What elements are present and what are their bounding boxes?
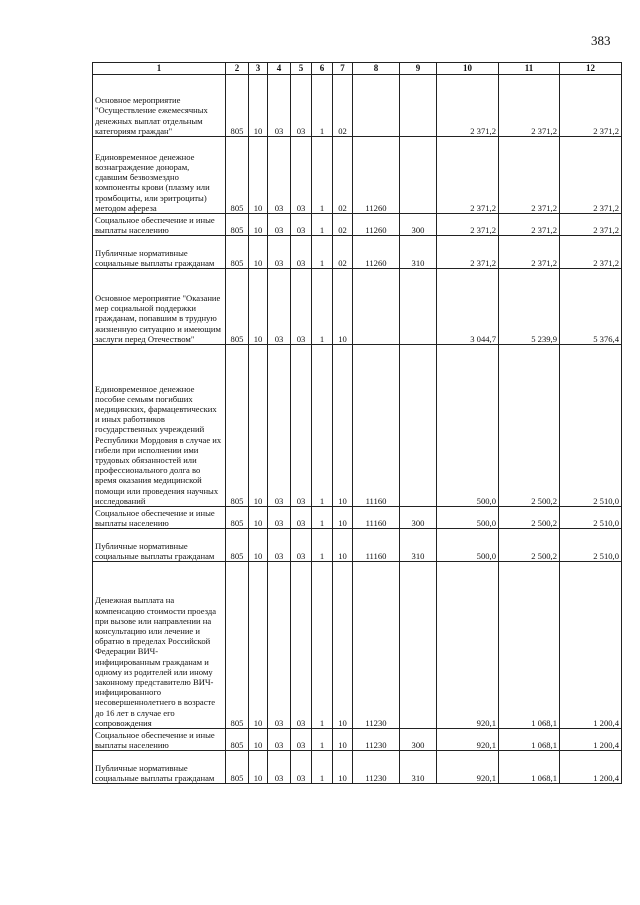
cell-main-event: 02 — [333, 137, 353, 214]
column-header: 4 — [268, 63, 291, 75]
cell-main-event: 10 — [333, 345, 353, 507]
row-name: Публичные нормативные социальные выплаты гражданам — [93, 751, 226, 784]
cell-subprogram: 1 — [312, 75, 333, 137]
cell-direction: 11160 — [353, 345, 400, 507]
cell-direction — [353, 269, 400, 345]
column-header: 3 — [249, 63, 268, 75]
cell-amount-1: 500,0 — [437, 529, 499, 562]
cell-section: 10 — [249, 214, 268, 236]
cell-program: 03 — [291, 137, 312, 214]
row-name: Публичные нормативные социальные выплаты гражданам — [93, 236, 226, 269]
column-header: 1 — [93, 63, 226, 75]
cell-main-event: 02 — [333, 75, 353, 137]
cell-amount-2: 2 371,2 — [499, 75, 560, 137]
table-row — [93, 729, 622, 751]
cell-amount-3: 2 371,2 — [560, 137, 622, 214]
cell-section: 10 — [249, 345, 268, 507]
cell-amount-2: 1 068,1 — [499, 751, 560, 784]
cell-expense-type — [400, 269, 437, 345]
cell-amount-1: 920,1 — [437, 729, 499, 751]
cell-admin-code: 805 — [226, 269, 249, 345]
cell-amount-3: 2 371,2 — [560, 75, 622, 137]
row-name: Основное мероприятие "Осуществление ежемесячных денежных выплат отдельным категориям граждан" — [93, 75, 226, 137]
cell-amount-2: 1 068,1 — [499, 729, 560, 751]
cell-amount-3: 2 510,0 — [560, 345, 622, 507]
cell-direction: 11230 — [353, 729, 400, 751]
cell-main-event: 10 — [333, 751, 353, 784]
cell-program: 03 — [291, 236, 312, 269]
cell-program: 03 — [291, 269, 312, 345]
cell-subprogram: 1 — [312, 729, 333, 751]
page-number: 383 — [591, 33, 611, 48]
column-header: 8 — [353, 63, 400, 75]
column-header: 6 — [312, 63, 333, 75]
table-row — [93, 529, 622, 562]
column-header: 7 — [333, 63, 353, 75]
table-row — [93, 236, 622, 269]
cell-amount-1: 500,0 — [437, 345, 499, 507]
cell-amount-2: 2 371,2 — [499, 214, 560, 236]
cell-section: 10 — [249, 562, 268, 729]
cell-expense-type: 300 — [400, 729, 437, 751]
cell-subsection: 03 — [268, 345, 291, 507]
row-name: Социальное обеспечение и иные выплаты населению — [93, 507, 226, 529]
cell-subsection: 03 — [268, 751, 291, 784]
cell-subprogram: 1 — [312, 751, 333, 784]
cell-main-event: 10 — [333, 507, 353, 529]
column-header: 9 — [400, 63, 437, 75]
cell-subsection: 03 — [268, 507, 291, 529]
cell-direction: 11160 — [353, 529, 400, 562]
table-row — [93, 137, 622, 214]
cell-admin-code: 805 — [226, 729, 249, 751]
cell-admin-code: 805 — [226, 214, 249, 236]
table-row — [93, 562, 622, 729]
cell-subprogram: 1 — [312, 236, 333, 269]
cell-amount-3: 1 200,4 — [560, 562, 622, 729]
row-name: Денежная выплата на компенсацию стоимости проезда при вызове или направлении на консультацию или лечение и обратно в пределах Российской Федерации ВИЧ-инфицированным гражданам и одному из родителей или иному законному представителю ВИЧ-инфицированного несовершеннолетнего в возрасте до 16 лет в случае его сопровождения — [93, 562, 226, 729]
cell-section: 10 — [249, 137, 268, 214]
cell-admin-code: 805 — [226, 75, 249, 137]
cell-admin-code: 805 — [226, 137, 249, 214]
cell-program: 03 — [291, 345, 312, 507]
header-row — [93, 63, 622, 75]
cell-amount-1: 2 371,2 — [437, 214, 499, 236]
cell-direction: 11160 — [353, 507, 400, 529]
table-row — [93, 75, 622, 137]
cell-amount-3: 2 510,0 — [560, 507, 622, 529]
cell-section: 10 — [249, 751, 268, 784]
cell-amount-3: 1 200,4 — [560, 729, 622, 751]
cell-section: 10 — [249, 269, 268, 345]
column-header: 2 — [226, 63, 249, 75]
cell-amount-2: 1 068,1 — [499, 562, 560, 729]
cell-admin-code: 805 — [226, 529, 249, 562]
cell-amount-1: 920,1 — [437, 751, 499, 784]
cell-amount-1: 2 371,2 — [437, 137, 499, 214]
cell-direction: 11230 — [353, 562, 400, 729]
cell-amount-3: 2 510,0 — [560, 529, 622, 562]
cell-expense-type — [400, 137, 437, 214]
cell-program: 03 — [291, 729, 312, 751]
cell-amount-1: 3 044,7 — [437, 269, 499, 345]
budget-table — [92, 62, 622, 784]
cell-main-event: 10 — [333, 269, 353, 345]
cell-admin-code: 805 — [226, 236, 249, 269]
cell-subsection: 03 — [268, 75, 291, 137]
cell-admin-code: 805 — [226, 562, 249, 729]
cell-subsection: 03 — [268, 562, 291, 729]
cell-amount-2: 2 500,2 — [499, 345, 560, 507]
cell-main-event: 10 — [333, 729, 353, 751]
column-header: 5 — [291, 63, 312, 75]
cell-main-event: 10 — [333, 562, 353, 729]
table-row — [93, 507, 622, 529]
cell-subprogram: 1 — [312, 345, 333, 507]
cell-amount-3: 2 371,2 — [560, 214, 622, 236]
cell-amount-3: 2 371,2 — [560, 236, 622, 269]
cell-admin-code: 805 — [226, 345, 249, 507]
row-name: Социальное обеспечение и иные выплаты населению — [93, 214, 226, 236]
cell-section: 10 — [249, 75, 268, 137]
cell-subsection: 03 — [268, 236, 291, 269]
cell-subsection: 03 — [268, 729, 291, 751]
cell-section: 10 — [249, 729, 268, 751]
cell-expense-type — [400, 75, 437, 137]
cell-expense-type: 300 — [400, 214, 437, 236]
cell-subprogram: 1 — [312, 562, 333, 729]
row-name: Основное мероприятие "Оказание мер социальной поддержки гражданам, попавшим в трудную жизненную ситуацию и имеющим заслуги перед Отечеством" — [93, 269, 226, 345]
cell-amount-1: 500,0 — [437, 507, 499, 529]
cell-program: 03 — [291, 751, 312, 784]
table-row — [93, 269, 622, 345]
cell-amount-3: 5 376,4 — [560, 269, 622, 345]
cell-main-event: 02 — [333, 214, 353, 236]
cell-program: 03 — [291, 507, 312, 529]
cell-program: 03 — [291, 529, 312, 562]
cell-direction: 11260 — [353, 137, 400, 214]
cell-program: 03 — [291, 214, 312, 236]
cell-main-event: 10 — [333, 529, 353, 562]
cell-amount-2: 2 371,2 — [499, 236, 560, 269]
cell-direction — [353, 75, 400, 137]
cell-subsection: 03 — [268, 214, 291, 236]
cell-section: 10 — [249, 236, 268, 269]
cell-amount-1: 2 371,2 — [437, 236, 499, 269]
cell-subprogram: 1 — [312, 269, 333, 345]
cell-expense-type: 310 — [400, 751, 437, 784]
cell-amount-1: 920,1 — [437, 562, 499, 729]
row-name: Единовременное денежное вознаграждение донорам, сдавшим безвозмездно компоненты крови (плазму или тромбоциты, или эритроциты) методом афереза — [93, 137, 226, 214]
cell-amount-2: 5 239,9 — [499, 269, 560, 345]
cell-program: 03 — [291, 562, 312, 729]
cell-main-event: 02 — [333, 236, 353, 269]
cell-admin-code: 805 — [226, 507, 249, 529]
row-name: Социальное обеспечение и иные выплаты населению — [93, 729, 226, 751]
cell-direction: 11230 — [353, 751, 400, 784]
row-name: Публичные нормативные социальные выплаты гражданам — [93, 529, 226, 562]
cell-section: 10 — [249, 507, 268, 529]
column-header: 10 — [437, 63, 499, 75]
cell-amount-3: 1 200,4 — [560, 751, 622, 784]
cell-expense-type — [400, 562, 437, 729]
cell-amount-2: 2 371,2 — [499, 137, 560, 214]
cell-program: 03 — [291, 75, 312, 137]
cell-subsection: 03 — [268, 137, 291, 214]
cell-subsection: 03 — [268, 529, 291, 562]
cell-subprogram: 1 — [312, 137, 333, 214]
column-header: 12 — [560, 63, 622, 75]
cell-expense-type: 310 — [400, 236, 437, 269]
cell-amount-2: 2 500,2 — [499, 529, 560, 562]
cell-amount-2: 2 500,2 — [499, 507, 560, 529]
cell-expense-type — [400, 345, 437, 507]
cell-subprogram: 1 — [312, 214, 333, 236]
row-name: Единовременное денежное пособие семьям погибших медицинских, фармацевтических и иных работников государственных учреждений Республики Мордовия в случае их гибели при исполнении ими трудовых обязанностей или профессионального долга во время оказания медицинской помощи или проведения научных исследований — [93, 345, 226, 507]
cell-direction: 11260 — [353, 236, 400, 269]
column-header: 11 — [499, 63, 560, 75]
table-row — [93, 751, 622, 784]
cell-expense-type: 300 — [400, 507, 437, 529]
cell-amount-1: 2 371,2 — [437, 75, 499, 137]
cell-subsection: 03 — [268, 269, 291, 345]
table-row — [93, 345, 622, 507]
cell-expense-type: 310 — [400, 529, 437, 562]
cell-subprogram: 1 — [312, 507, 333, 529]
table-row — [93, 214, 622, 236]
cell-direction: 11260 — [353, 214, 400, 236]
cell-admin-code: 805 — [226, 751, 249, 784]
cell-section: 10 — [249, 529, 268, 562]
cell-subprogram: 1 — [312, 529, 333, 562]
